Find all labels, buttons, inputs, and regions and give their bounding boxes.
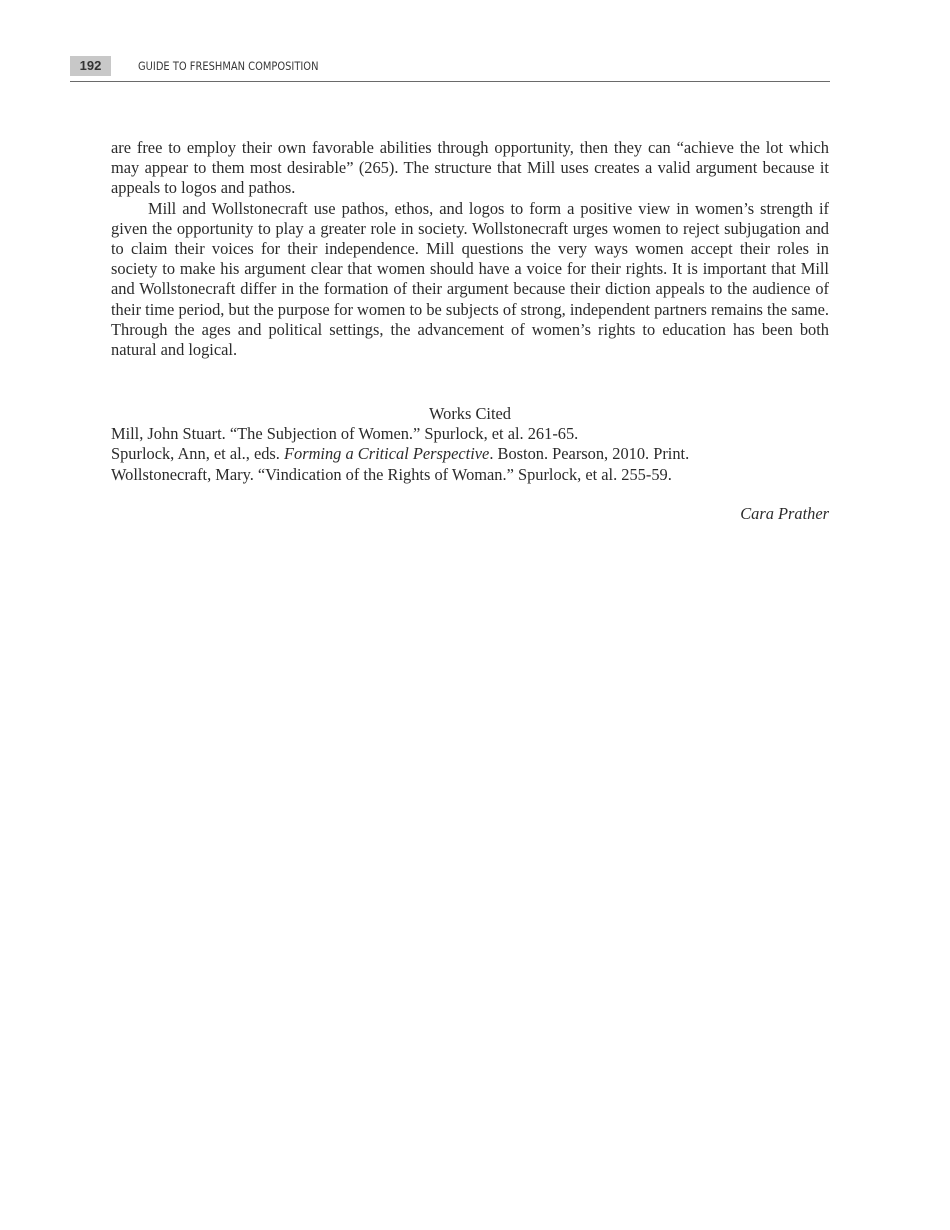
running-head: [70, 56, 830, 82]
citation-text: . Boston. Pearson, 2010. Print.: [489, 444, 690, 464]
citation-text: Mill, John Stuart. “The Subjection of Women.” Spurlock, et al. 261-65.: [111, 424, 579, 444]
running-head-title: GUIDE TO FRESHMAN COMPOSITION: [138, 59, 319, 73]
citation-book-title: Forming a Critical Perspective: [284, 444, 490, 464]
body-paragraph: Mill and Wollstonecraft use pathos, ethos, and logos to form a positive view in women’s strength if given the opportunity to play a greater role in society. Wollstonecraft urges women to reject subjugation and to claim their voices for their independence. Mill questions the very ways women accept their roles in society to make his argument clear that women should have a voice for their rights. It is important that Mill and Wollstonecraft differ in the formation of their argument because their diction appeals to the audience of their time period, but the purpose for women to be subjects of strong, independent partners remains the same. Through the ages and political settings, the advancement of women’s rights to education has been both natural and logical.: [111, 198, 829, 360]
citation-text: Wollstonecraft, Mary. “Vindication of the Rights of Woman.” Spurlock, et al. 255-59.: [111, 464, 672, 484]
citation-text: Spurlock, Ann, et al., eds.: [111, 444, 284, 464]
essay-body: [111, 138, 829, 360]
works-cited-entry: [111, 465, 829, 485]
author-name: Cara Prather: [740, 504, 829, 523]
works-cited-entry: [111, 444, 829, 464]
body-paragraph: are free to employ their own favorable abilities through opportunity, then they can “achieve the lot which may appear to them most desirable” (265). The structure that Mill uses creates a valid argument because it appeals to logos and pathos.: [111, 138, 829, 198]
page-number: 192: [70, 56, 111, 76]
works-cited-heading: Works Cited: [429, 404, 511, 423]
works-cited-entry: [111, 424, 829, 444]
works-cited-section: [111, 404, 829, 485]
